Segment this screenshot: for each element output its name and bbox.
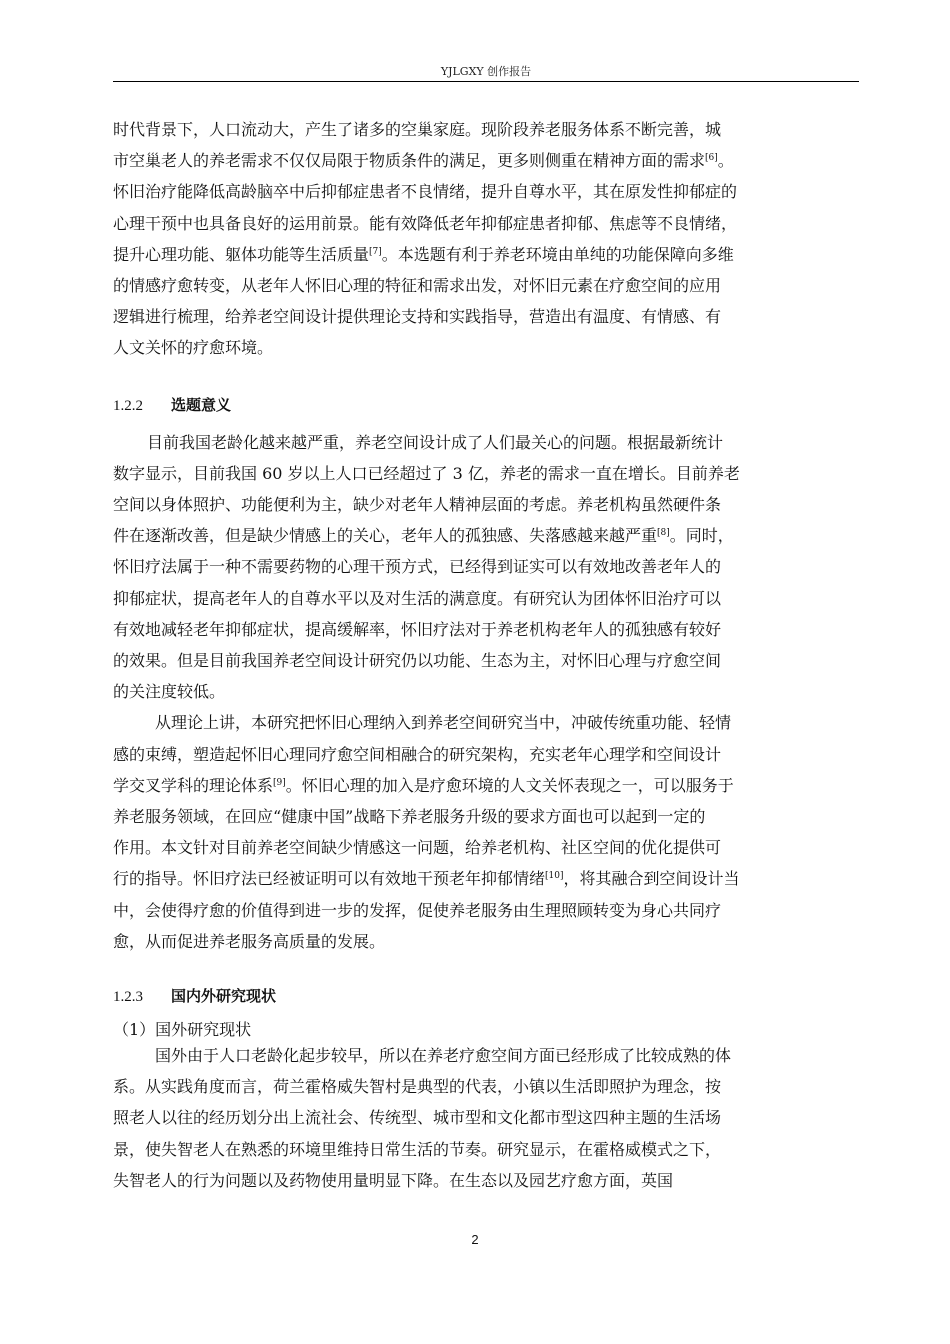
header-divider: [113, 81, 859, 82]
text-line: 怀旧疗法属于一种不需要药物的心理干预方式，已经得到证实可以有效地改善老年人的: [113, 557, 722, 577]
intro-paragraph: [113, 114, 859, 364]
text-line: 逻辑进行梳理，给养老空间设计提供理论支持和实践指导，营造出有温度、有情感、有: [113, 307, 722, 327]
section-heading-1-2-2: 1.2.2 选题意义: [113, 395, 232, 414]
page-body: [113, 114, 859, 1196]
text-line: 抑郁症状，提高老年人的自尊水平以及对生活的满意度。有研究认为团体怀旧治疗可以: [113, 588, 722, 608]
text-line: 提升心理功能、躯体功能等生活质量[7]。本选题有利于养老环境由单纯的功能保障向多维: [113, 244, 734, 264]
text-line: 作用。本文针对目前养老空间缺少情感这一问题，给养老机构、社区空间的优化提供可: [113, 838, 722, 858]
text-line: 失智老人的行为问题以及药物使用量明显下降。在生态以及园艺疗愈方面，英国: [113, 1170, 674, 1190]
page-number: 2: [471, 1232, 479, 1247]
citation-7: [7]: [369, 246, 382, 257]
text-line: 照老人以往的经历划分出上流社会、传统型、城市型和文化都市型这四种主题的生活场: [113, 1108, 722, 1128]
citation-6: [6]: [705, 153, 718, 164]
text-line: 学交叉学科的理论体系[9]。怀旧心理的加入是疗愈环境的人文关怀表现之一，可以服务于: [113, 775, 734, 795]
section-heading-1-2-3: 1.2.3 国内外研究现状: [113, 987, 277, 1006]
text-line: 系。从实践角度而言，荷兰霍格威失智村是典型的代表，小镇以生活即照护为理念，按: [113, 1077, 722, 1097]
text-line: 的关注度较低。: [113, 682, 226, 702]
text-line: 的效果。但是目前我国养老空间设计研究仍以功能、生态为主，对怀旧心理与疗愈空间: [113, 651, 722, 671]
citation-10: [10]: [545, 871, 564, 882]
paragraph-significance-2: [113, 707, 859, 957]
text-line: 时代背景下，人口流动大，产生了诸多的空巢家庭。现阶段养老服务体系不断完善，城: [113, 120, 722, 139]
text-line: 中，会使得疗愈的价值得到进一步的发挥，促使养老服务由生理照顾转变为身心共同疗: [113, 900, 722, 920]
text-line: 目前我国老龄化越来越严重，养老空间设计成了人们最关心的问题。根据最新统计: [147, 432, 724, 452]
text-line: 感的束缚，塑造起怀旧心理同疗愈空间相融合的研究架构，充实老年心理学和空间设计: [113, 744, 722, 764]
text-line: 景，使失智老人在熟悉的环境里维持日常生活的节奏。研究显示，在霍格威模式之下，: [113, 1139, 722, 1159]
text-line: 人文关怀的疗愈环境。: [113, 338, 274, 358]
text-line: 从理论上讲，本研究把怀旧心理纳入到养老空间研究当中，冲破传统重功能、轻情: [155, 713, 732, 733]
paragraph-significance-1: [113, 427, 859, 708]
text-line: 数字显示，目前我国 60 岁以上人口已经超过了 3 亿，养老的需求一直在增长。目前养老: [113, 463, 740, 483]
text-line: 行的指导。怀旧疗法已经被证明可以有效地干预老年抑郁情绪[10]，将其融合到空间设计当: [113, 869, 740, 889]
text-line: 愈，从而促进养老服务高质量的发展。: [113, 931, 386, 951]
text-line: 有效地减轻老年抑郁症状，提高缓解率，怀旧疗法对于养老机构老年人的孤独感有较好: [113, 619, 722, 639]
text-line: 心理干预中也具备良好的运用前景。能有效降低老年抑郁症患者抑郁、焦虑等不良情绪，: [113, 213, 738, 233]
citation-8: [8]: [657, 528, 670, 539]
text-line: 市空巢老人的养老需求不仅仅局限于物质条件的满足，更多则侧重在精神方面的需求[6]。: [113, 151, 734, 171]
paragraph-research-status: [113, 1040, 859, 1196]
subsection-heading: （1）国外研究现状: [113, 1020, 252, 1040]
text-line: 空间以身体照护、功能便利为主，缺少对老年人精神层面的考虑。养老机构虽然硬件条: [113, 495, 722, 515]
text-line: 的情感疗愈转变，从老年人怀旧心理的特征和需求出发，对怀旧元素在疗愈空间的应用: [113, 276, 722, 296]
text-line: 件在逐渐改善，但是缺少情感上的关心，老年人的孤独感、失落感越来越严重[8]。同时，: [113, 526, 734, 546]
text-line: 养老服务领域，在回应“健康中国”战略下养老服务升级的要求方面也可以起到一定的: [113, 807, 706, 827]
text-line: 怀旧治疗能降低高龄脑卒中后抑郁症患者不良情绪，提升自尊水平，其在原发性抑郁症的: [113, 182, 738, 202]
page-header: YJLGXY 创作报告: [440, 65, 532, 78]
citation-9: [9]: [273, 777, 286, 788]
text-line: 国外由于人口老龄化起步较早，所以在养老疗愈空间方面已经形成了比较成熟的体: [155, 1046, 732, 1066]
